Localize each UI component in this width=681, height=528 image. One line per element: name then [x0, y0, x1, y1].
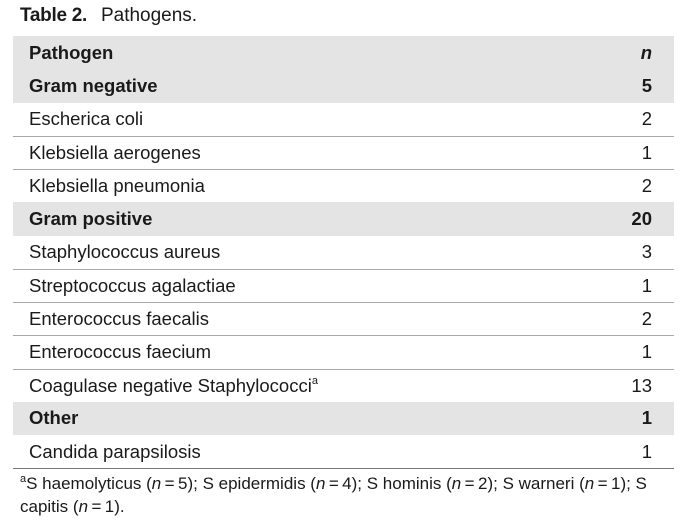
- pathogen-name: [13, 208, 572, 230]
- pathogen-count: 2: [641, 308, 652, 330]
- footnote-marker: a: [311, 374, 318, 387]
- pathogen-name: [13, 375, 572, 397]
- pathogen-count: 1: [641, 407, 652, 429]
- footnote-species: S haemolyticus: [26, 474, 142, 493]
- table-row: [13, 169, 674, 202]
- footnote-count: 2: [477, 474, 488, 493]
- column-header-n: n: [640, 41, 652, 63]
- footnote-item: S warneri (n = 1);: [502, 474, 636, 493]
- column-header-pathogen: Pathogen: [29, 41, 114, 63]
- group-row: [13, 402, 674, 435]
- footnote-item: S haemolyticus (n = 5);: [26, 474, 203, 493]
- pathogen-count: 5: [641, 74, 652, 96]
- pathogen-name-text: Gram negative: [29, 74, 158, 96]
- pathogen-name: [13, 441, 572, 463]
- footnote-species: S capitis: [20, 474, 647, 516]
- table-title: Pathogens.: [100, 5, 198, 26]
- group-row: [13, 69, 674, 102]
- pathogen-count: 1: [641, 341, 652, 363]
- footnote-species: S epidermidis: [202, 474, 306, 493]
- pathogen-name: [13, 75, 572, 97]
- table-header-row: [13, 36, 674, 69]
- footnote-species: S hominis: [366, 474, 442, 493]
- pathogen-name: [13, 241, 572, 263]
- pathogen-name: [13, 308, 572, 330]
- pathogen-name: [13, 341, 572, 363]
- pathogen-name-text: Candida parapsilosis: [29, 440, 201, 462]
- table-caption: [20, 3, 197, 29]
- footnote-item: S epidermidis (n = 4);: [202, 474, 367, 493]
- table-row: [13, 269, 674, 302]
- pathogen-name: [13, 175, 572, 197]
- pathogen-name: [13, 275, 572, 297]
- pathogen-count: 13: [631, 374, 652, 396]
- pathogen-name: [13, 407, 572, 429]
- table-row: [13, 103, 674, 136]
- pathogen-name-text: Klebsiella pneumonia: [29, 175, 205, 197]
- table-footnote: [20, 472, 670, 518]
- pathogen-count: 3: [641, 241, 652, 263]
- footnote-count: 1: [610, 474, 621, 493]
- pathogen-name-text: Klebsiella aerogenes: [29, 141, 201, 163]
- pathogen-count: 2: [641, 175, 652, 197]
- pathogen-name: [13, 108, 572, 130]
- pathogen-name-text: Other: [29, 407, 79, 429]
- table-row: [13, 236, 674, 269]
- group-row: [13, 202, 674, 235]
- footnote-marker: a: [20, 473, 27, 485]
- table-row: [13, 435, 674, 468]
- footnote-item: S hominis (n = 2);: [366, 474, 503, 493]
- pathogen-name: [13, 142, 572, 164]
- pathogen-count: 1: [641, 274, 652, 296]
- footnote-species: S warneri: [502, 474, 575, 493]
- table-row: [13, 335, 674, 368]
- table-body: [13, 69, 674, 468]
- footnote-count: 4: [342, 474, 352, 493]
- pathogen-name-text: Enterococcus faecium: [29, 341, 212, 363]
- pathogen-name-text: Escherica coli: [29, 108, 144, 130]
- pathogen-count: 1: [641, 141, 652, 163]
- footnote-count: 5: [178, 474, 188, 493]
- table-row: [13, 369, 674, 402]
- pathogen-name-text: Streptococcus agalactiae: [29, 274, 236, 296]
- pathogens-table: [13, 36, 674, 469]
- pathogen-name-text: Gram positive: [29, 207, 153, 229]
- pathogen-count: 1: [641, 440, 652, 462]
- pathogen-name-text: Coagulase negative Staphylococci: [29, 374, 312, 396]
- footnote-item: S capitis (n = 1).: [20, 474, 647, 516]
- pathogen-count: 2: [641, 108, 652, 130]
- pathogen-name-text: Staphylococcus aureus: [29, 241, 221, 263]
- table-row: [13, 302, 674, 335]
- pathogen-count: 20: [631, 207, 652, 229]
- table-row: [13, 136, 674, 169]
- pathogen-name-text: Enterococcus faecalis: [29, 308, 209, 330]
- table-number: Table 2.: [20, 5, 87, 26]
- footnote-count: 1: [104, 497, 115, 516]
